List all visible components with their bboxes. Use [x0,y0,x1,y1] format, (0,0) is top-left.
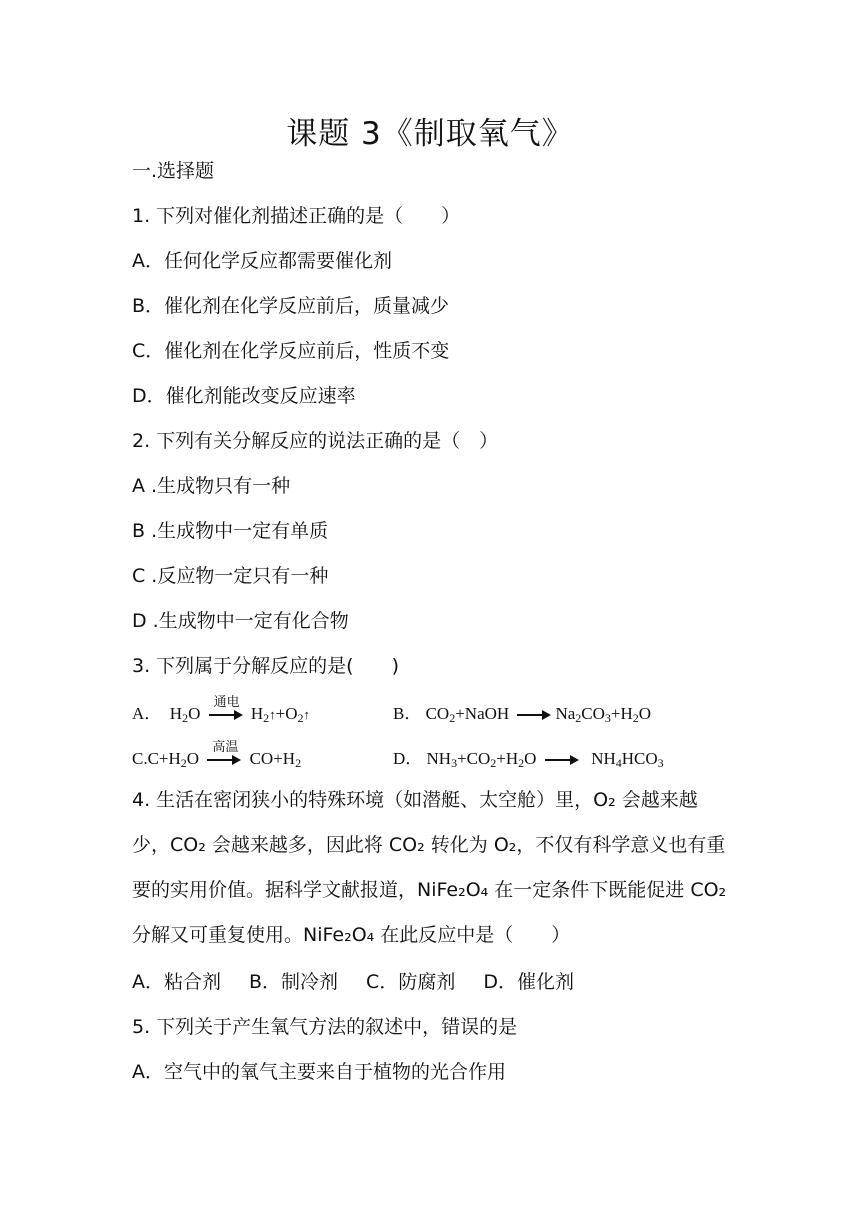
question-4-line: 分解又可重复使用。NiFe₂O₄ 在此反应中是（ ） [132,924,571,946]
question-4-option-a: A．粘合剂 [132,971,221,993]
question-2-stem: 2. 下列有关分解反应的说法正确的是（ ） [132,430,499,452]
question-2-option-d: D .生成物中一定有化合物 [132,610,349,632]
option-a-label: A． [132,704,162,723]
reaction-condition: 高温 [212,740,239,756]
question-2-option-c: C .反应物一定只有一种 [132,565,329,587]
question-4-option-b: B．制冷剂 [249,971,339,993]
reaction-arrow-icon [207,740,241,766]
question-2-option-a: A .生成物只有一种 [132,475,291,497]
question-5-stem: 5. 下列关于产生氧气方法的叙述中，错误的是 [132,1016,518,1038]
question-3-stem: 3. 下列属于分解反应的是( ) [132,655,399,677]
question-4-stem [132,778,732,958]
question-4-option-c: C．防腐剂 [366,971,456,993]
question-1-option-d: D．催化剂能改变反应速率 [132,385,356,407]
question-3-option-c: C.C+H2O 高温 CO+H2 [132,745,301,777]
option-c-label: C. [132,749,148,768]
option-d-label: D． [393,749,423,768]
question-4-line: 少，CO₂ 会越来越多，因此将 CO₂ 转化为 O₂，不仅有科学意义也有重 [132,834,726,856]
question-1-option-b: B．催化剂在化学反应前后，质量减少 [132,295,450,317]
question-3-option-b: B． CO2+NaOH Na2CO3+H2O [393,704,652,725]
reaction-arrow-icon [209,695,243,721]
reaction-condition: 通电 [213,695,240,711]
question-1-option-a: A．任何化学反应都需要催化剂 [132,250,392,272]
question-1-option-c: C．催化剂在化学反应前后，性质不变 [132,340,450,362]
question-3-option-d: D． NH3+CO2+H2O NH4HCO3 [393,749,664,770]
option-b-label: B． [393,704,422,723]
question-5-option-a: A．空气中的氧气主要来自于植物的光合作用 [132,1061,506,1083]
question-1-stem: 1. 下列对催化剂描述正确的是（ ） [132,205,461,227]
question-4-option-d: D．催化剂 [483,971,574,993]
question-4-options [132,968,602,996]
reaction-arrow-icon [517,709,551,721]
page-title: 课题 3《制取氧气》 [286,116,574,152]
question-4-line: 4. 生活在密闭狭小的特殊环境（如潜艇、太空舱）里，O₂ 会越来越 [132,789,698,811]
question-3-option-a: A． H2O 通电 H2↑+O2↑ [132,700,310,732]
reaction-arrow-icon [545,754,579,766]
question-2-option-b: B .生成物中一定有单质 [132,520,329,542]
section-heading: 一.选择题 [132,160,215,182]
question-4-line: 要的实用价值。据科学文献报道，NiFe₂O₄ 在一定条件下既能促进 CO₂ [132,879,727,901]
